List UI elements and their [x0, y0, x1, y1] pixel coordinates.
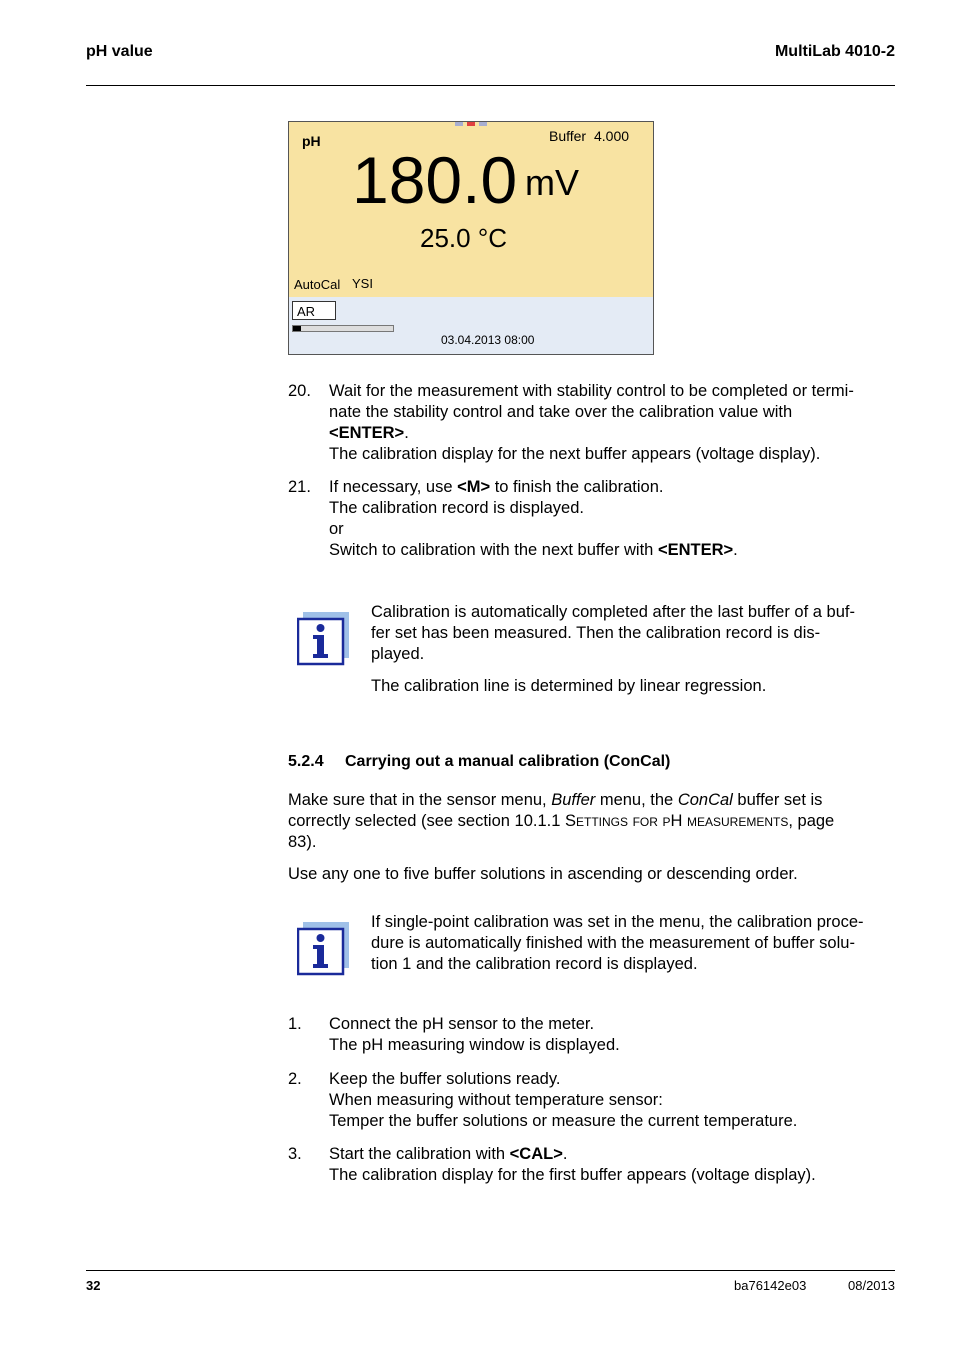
note-line: dure is automatically finished with the measurement of buffer solu- — [371, 934, 855, 952]
step-line: If necessary, use <M> to finish the calibration. — [329, 478, 664, 496]
key-label: <ENTER> — [329, 424, 405, 442]
step-line: Switch to calibration with the next buffer with <ENTER>. — [329, 541, 738, 559]
cross-reference: Settings for pH measurements — [564, 812, 789, 830]
screen-buffer-set: YSI — [352, 276, 373, 291]
step-line: The calibration record is displayed. — [329, 499, 584, 517]
step-body — [329, 477, 895, 561]
header-section-title: pH value — [86, 43, 153, 60]
step-line: Start the calibration with <CAL>. — [329, 1145, 568, 1163]
screen-indicator-marks — [455, 122, 487, 127]
para-line: 83). — [288, 833, 317, 851]
para-line: Make sure that in the sensor menu, Buffer menu, the ConCal buffer set is — [288, 791, 823, 809]
page-number: 32 — [86, 1278, 101, 1293]
screen-buffer-label: Buffer — [549, 128, 587, 144]
step-number: 1. — [288, 1015, 302, 1033]
note-line: fer set has been measured. Then the calibration record is dis- — [371, 624, 821, 642]
step-line: The calibration display for the first buffer appears (voltage display). — [329, 1166, 816, 1184]
screen-datetime: 03.04.2013 08:00 — [441, 333, 535, 347]
para-line: correctly selected (see section 10.1.1 Settings for pH measurements, page — [288, 812, 835, 830]
step-number: 2. — [288, 1070, 302, 1088]
step-number: 21. — [288, 478, 311, 496]
document-id: ba76142e03 — [734, 1278, 807, 1293]
step-line: <ENTER>. — [329, 424, 409, 442]
footer-rule — [86, 1270, 895, 1271]
screen-buffer-value: 4.000 — [594, 128, 630, 144]
info-icon — [297, 612, 349, 666]
paragraph: Use any one to five buffer solutions in ascending or descending order. — [288, 865, 798, 883]
key-label: <M> — [457, 478, 491, 496]
step-line: Temper the buffer solutions or measure the current temperature. — [329, 1112, 798, 1130]
step-line: The pH measuring window is displayed. — [329, 1036, 620, 1054]
step-line: The calibration display for the next buffer appears (voltage display). — [329, 445, 821, 463]
note-line: tion 1 and the calibration record is displayed. — [371, 955, 698, 973]
info-icon — [297, 922, 349, 976]
step-line: or — [329, 520, 344, 538]
screen-ar-indicator: AR — [292, 301, 336, 320]
section-number: 5.2.4 — [288, 753, 324, 770]
header-product-name: MultiLab 4010-2 — [774, 43, 895, 60]
header-rule — [86, 85, 895, 86]
section-heading — [288, 753, 670, 771]
note-line: played. — [371, 645, 425, 663]
step-body — [329, 1014, 895, 1056]
screen-stability-progress — [292, 325, 394, 332]
step-line: Wait for the measurement with stability control to be completed or termi- — [329, 382, 854, 400]
section-title: Carrying out a manual calibration (ConCal) — [345, 753, 671, 770]
info-note — [371, 912, 895, 975]
note-line: The calibration line is determined by linear regression. — [371, 677, 767, 695]
step-body — [329, 1144, 895, 1186]
screen-unit: mV — [525, 162, 579, 203]
step-line: When measuring without temperature sensor: — [329, 1091, 663, 1109]
key-label: <CAL> — [509, 1145, 563, 1163]
step-body — [329, 1069, 895, 1132]
step-number: 3. — [288, 1145, 302, 1163]
step-line: Connect the pH sensor to the meter. — [329, 1015, 595, 1033]
screen-reading: 180.0 — [352, 143, 518, 217]
document-date: 08/2013 — [848, 1278, 895, 1293]
screen-mode-label: pH — [302, 133, 321, 149]
step-line: nate the stability control and take over the calibration value with — [329, 403, 793, 421]
device-screen — [288, 121, 654, 355]
step-number: 20. — [288, 382, 311, 400]
screen-autocal-label: AutoCal — [294, 277, 341, 292]
key-label: <ENTER> — [657, 541, 734, 559]
info-note — [371, 602, 895, 697]
paragraph — [288, 790, 895, 853]
note-line: Calibration is automatically completed after the last buffer of a buf- — [371, 603, 855, 621]
progress-fill — [293, 326, 301, 331]
note-line: If single-point calibration was set in the menu, the calibration proce- — [371, 913, 864, 931]
screen-temperature: 25.0 °C — [420, 223, 508, 253]
step-body — [329, 381, 895, 465]
step-line: Keep the buffer solutions ready. — [329, 1070, 561, 1088]
